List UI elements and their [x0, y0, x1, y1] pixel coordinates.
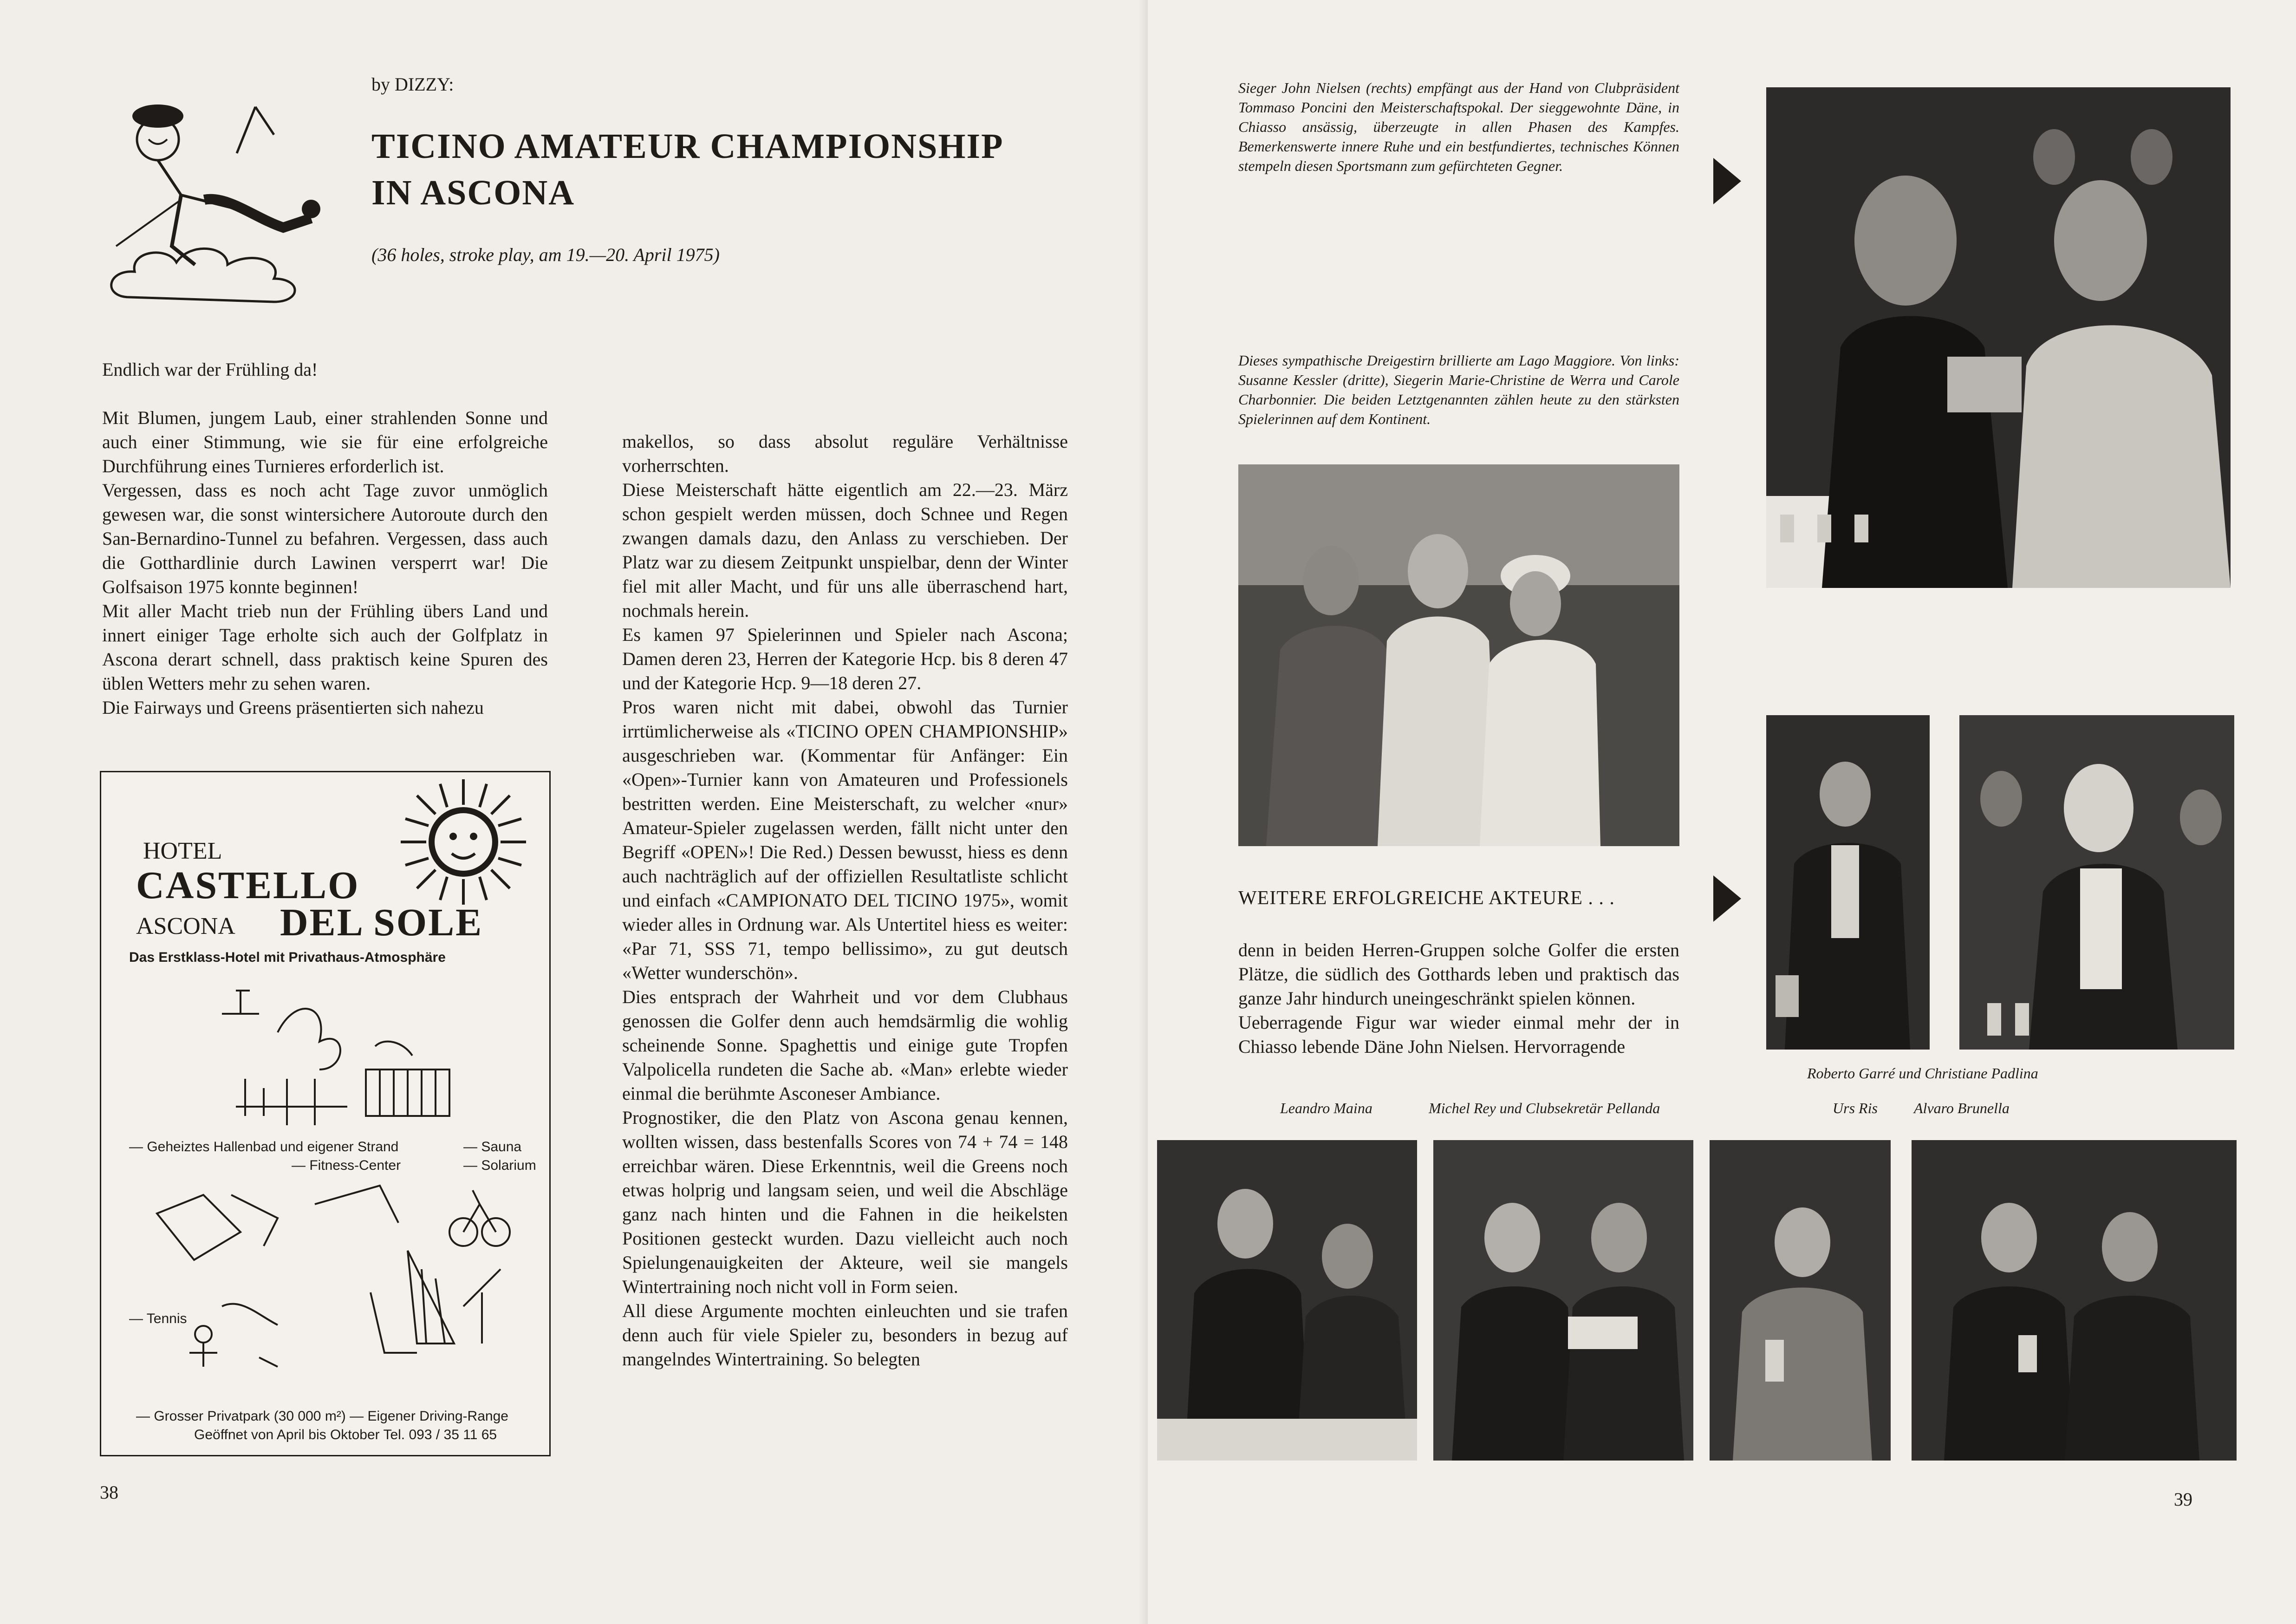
- arrow-pointer-icon: [1713, 158, 1741, 204]
- article-subtitle: (36 holes, stroke play, am 19.—20. April 1975): [371, 244, 720, 265]
- caption-alvaro-brunella: Alvaro Brunella: [1914, 1100, 2010, 1116]
- photo-alvaro-brunella: [1912, 1140, 2237, 1461]
- paragraph: Prognostiker, die den Platz von Ascona genau kennen, wollten wissen, dass bestenfalls Scores von 74 + 74 = 148 erreichbar wären. Diese Erkenntnis, weil die Greens noch etwas holprig und langsam seien, und weil die Abschläge ganz nach hinten und die Fahnen in die heikelsten Positionen gesteckt wurden. Dazu vielleicht auch noch Spielungenauigkeiten der Akteure, weil sie mangels Wintertraining noch nicht voll in Form seien.: [622, 1107, 1068, 1297]
- cartoon-golfer-illustration: [88, 79, 330, 311]
- sun-icon: [398, 777, 528, 907]
- paragraph: Dies entsprach der Wahrheit und vor dem Clubhaus genossen die Golfer denn auch hemdsärmlig die wohlig scheinende Sonne. Spaghettis und einige gute Tropfen Valpolicella rundeten die Sache ab. «Man» erlebte wieder einmal die berühmte Asconeser Ambiance.: [622, 986, 1068, 1104]
- caption-ladies: Dieses sympathische Dreigestirn brillierte am Lago Maggiore. Von links: Susanne Kessler (dritte), Siegerin Marie-Christine de Werra und Carole Charbonnier. Die beiden Letztgenannten zählen heute zu den stärksten Spielerinnen auf dem Kontinent.: [1238, 352, 1679, 427]
- right-page: [1148, 0, 2296, 1624]
- paragraph: Diese Meisterschaft hätte eigentlich am 22.—23. März schon gespielt werden müssen, doch Schnee und Regen zwangen damals dazu, den Anlass zu verschieben. Der Platz war zu diesem Zeitpunkt unspielbar, denn der Winter fiel mit aller Macht, und für uns alle überraschend hart, nochmals herein.: [622, 479, 1068, 621]
- photo-winner-trophy: [1766, 87, 2231, 588]
- paragraph: All diese Argumente mochten einleuchten und sie trafen denn auch für viele Spieler zu, besonders in bezug auf mangelndes Wintertraining. So belegten: [622, 1300, 1068, 1370]
- photo-leandro-maina: [1157, 1140, 1417, 1461]
- ad-feature-sauna: — Sauna: [463, 1139, 522, 1154]
- ad-feature-solarium: — Solarium: [463, 1158, 536, 1173]
- caption-urs-ris: Urs Ris: [1833, 1100, 1878, 1116]
- ad-footer-contact: Geöffnet von April bis Oktober Tel. 093 / 35 11 65: [194, 1427, 497, 1442]
- photo-ladies-trio: [1238, 464, 1679, 846]
- photo-roberto-garre: [1766, 715, 1930, 1050]
- paragraph: denn in beiden Herren-Gruppen solche Golfer die ersten Plätze, die südlich des Gotthards leben und praktisch das ganze Jahr hindurch uneingeschränkt spielen können.: [1238, 939, 1679, 1009]
- paragraph: Endlich war der Frühling da!: [102, 359, 318, 380]
- section-text: [1238, 938, 1679, 1059]
- paragraph: Mit Blumen, jungem Laub, einer strahlenden Sonne und auch einer Stimmung, wie sie für eine erfolgreiche Durchführung eines Turnieres erforderlich ist.: [102, 407, 548, 476]
- article-title-line2: IN ASCONA: [371, 173, 575, 212]
- hotel-tagline: Das Erstklass-Hotel mit Privathaus-Atmosphäre: [129, 950, 446, 965]
- sport-sketch-illustration: [138, 1176, 519, 1381]
- photo-michel-rey-pellanda: [1433, 1140, 1693, 1461]
- paragraph: Ueberragende Figur war wieder einmal mehr der in Chiasso lebende Däne John Nielsen. Hervorragende: [1238, 1012, 1679, 1057]
- caption-michel-rey: Michel Rey und Clubsekretär Pellanda: [1429, 1100, 1660, 1116]
- section-heading: WEITERE ERFOLGREICHE AKTEURE . . .: [1238, 887, 1615, 909]
- hotel-name-line2: DEL SOLE: [280, 901, 483, 944]
- ad-feature-park: — Grosser Privatpark (30 000 m²) — Eigener Driving-Range: [136, 1409, 508, 1424]
- paragraph: Vergessen, dass es noch acht Tage zuvor unmöglich gewesen war, die sonst wintersichere Autoroute durch den San-Bernardino-Tunnel zu befahren. Vergessen, dass auch die Gotthardlinie durch Lawinen versperrt war! Die Golfsaison 1975 konnte beginnen!: [102, 480, 548, 597]
- hotel-name-line1: CASTELLO: [136, 864, 360, 907]
- byline: by DIZZY:: [371, 74, 454, 95]
- hotel-advertisement: [100, 771, 551, 1456]
- caption-winner: Sieger John Nielsen (rechts) empfängt aus der Hand von Clubpräsident Tommaso Poncini den Meisterschaftspokal. Der sieggewohnte Däne, in Chiasso ansässig, überzeugte in allen Phasen des Kampfes. Bemerkenswerte innere Ruhe und ein bestfundiertes, technisches Können stempeln diesen Sportsmann zum gefürchteten Gegner.: [1238, 79, 1679, 174]
- page-number-right: 39: [2174, 1489, 2192, 1510]
- paragraph: Pros waren nicht mit dabei, obwohl das Turnier irrtümlicherweise als «TICINO OPEN CHAMPIONSHIP» ausgeschrieben war. (Kommentar für Anfänger: Ein «Open»-Turnier kann von Amateuren und Professionels bestritten werden. Eine Meisterschaft, zu welcher «nur» Amateur-Spieler zugelassen werden, fällt nicht unter den Begriff «OPEN»! Die Red.) Dessen bewusst, hiess es denn auch nachträglich auf der offiziellen Resultatliste schlicht und einfach «CAMPIONATO DEL TICINO 1975», womit wieder alles in Ordnung war. Als Untertitel hiess es weiter: «Par 71, SSS 71, tempo bellissimo», zu gut deutsch «Wetter wunderschön».: [622, 697, 1068, 983]
- arrow-pointer-icon: [1713, 875, 1741, 922]
- page-number-left: 38: [100, 1482, 118, 1503]
- article-column-2: [622, 430, 1068, 1371]
- paragraph: Es kamen 97 Spielerinnen und Spieler nach Ascona; Damen deren 23, Herren der Kategorie Hcp. bis 8 deren 47 und der Kategorie Hcp. 9—18 deren 27.: [622, 624, 1068, 693]
- caption-pair: Roberto Garré und Christiane Padlina: [1807, 1065, 2038, 1082]
- article-title-line1: TICINO AMATEUR CHAMPIONSHIP: [371, 127, 1004, 166]
- caption-leandro-maina: Leandro Maina: [1280, 1100, 1372, 1116]
- article-column-1: [102, 358, 548, 720]
- hotel-label: HOTEL: [143, 838, 222, 864]
- ad-feature-pool: — Geheiztes Hallenbad und eigener Strand: [129, 1139, 399, 1154]
- hotel-location: ASCONA: [136, 913, 235, 939]
- paragraph: Mit aller Macht trieb nun der Frühling übers Land und innert einiger Tage erholte sich auch der Golfplatz in Ascona derart schnell, dass praktisch keine Spuren des üblen Wetters mehr zu sehen waren.: [102, 600, 548, 694]
- photo-christiane-padlina: [1959, 715, 2234, 1050]
- ad-feature-fitness: — Fitness-Center: [292, 1158, 401, 1173]
- ad-feature-tennis: — Tennis: [129, 1311, 187, 1326]
- photo-urs-ris: [1710, 1140, 1891, 1461]
- paragraph: Die Fairways und Greens präsentierten sich nahezu: [102, 697, 484, 718]
- pool-sketch-illustration: [208, 977, 468, 1139]
- paragraph: makellos, so dass absolut reguläre Verhältnisse vorherrschten.: [622, 431, 1068, 476]
